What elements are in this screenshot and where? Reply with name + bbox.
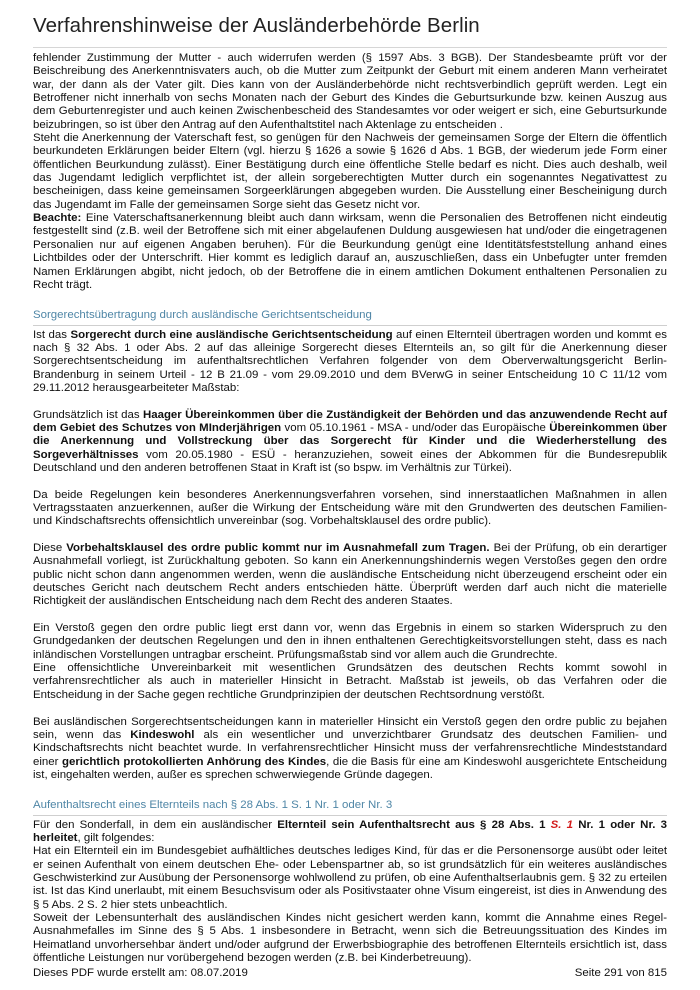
section1-paragraph-2: Grundsätzlich ist das Haager Übereinkommen über die Zuständigkeit der Behörden und das anzuwendende Recht auf dem Gebiet des Schutzes von MInderjährigen vom 05.10.1961 - MSA - und/oder das Europäische Übereinkommen über die Anerkennung und Vollstreckung über das Sorgerecht für Kinder und die Wiederherstellung des Sorgeverhältnisses vom 20.05.1980 - ESÜ - heranzuziehen, soweit eines der Abkommen für die Bundesrepublik Deutschland und den anderen betroffenen Staat in Kraft ist (so bspw. im Verhältnis zur Türkei). bbox=[33, 408, 667, 474]
highlighted-reference: S. 1 bbox=[550, 818, 573, 831]
note-label: Beachte: bbox=[33, 212, 82, 225]
section-heading-sorgerecht: Sorgerechtsübertragung durch ausländische Gerichtsentscheidung bbox=[33, 309, 372, 322]
section1-paragraph-4: Diese Vorbehaltsklausel des ordre public kommt nur im Ausnahmefall zum Tragen. Bei der Prüfung, ob ein derartiger Ausnahmefall vorliegt, ist Zurückhaltung geboten. So kann ein Anerkennungshindernis wegen Verstoßes gegen den ordre public nicht schon dann angenommen werden, wenn die ausländische Entscheidung nicht überzeugend erscheint oder ein deutsches Gericht nach deutschem Recht anders entschieden hätte. Überprüft werden darf auch nicht die materielle Richtigkeit der ausländischen Entscheidung nach dem Recht des anderen Staates. bbox=[33, 542, 667, 608]
title-divider bbox=[33, 47, 667, 48]
section1-paragraph-6: Eine offensichtliche Unvereinbarkeit mit wesentlichen Grundsätzen des deutschen Rechts kommt sowohl in verfahrensrechtlicher als auch in materieller Hinsicht in Betracht. Maßstab ist jeweils, ob das Verfahren oder die Entscheidung in der Sache gegen rechtliche Grundprinzipien der deutschen Rechtsordnung verstößt. bbox=[33, 662, 667, 701]
note-text: Eine Vaterschaftsanerkennung bleibt auch dann wirksam, wenn die Personalien des Betroffenen nicht eindeutig festgestellt sind (z.B. weil der Betroffene sich mit einer abgelaufenen Duldung ausgewiesen hat und/oder die eingetragenen Personalien nur auf eigenen Angaben beruhen). Für die Beurkundung genügt eine Identitätsfeststellung anhand eines Lichtbildes oder der Unterschrift. Hier kommt es lediglich darauf an, auszuschließen, dass ein Unbefugter unter fremden Namen Erklärungen abgibt, nicht jedoch, ob der Betroffene die in einem amtlichen Dokument enthaltenen Personalien zu Recht trägt. bbox=[33, 212, 667, 291]
section-divider bbox=[33, 815, 667, 816]
section1-paragraph-1: Ist das Sorgerecht durch eine ausländische Gerichtsentscheidung auf einen Elternteil übertragen worden und kommt es nach § 32 Abs. 1 oder Abs. 2 auf das alleinige Sorgerecht dieses Elternteils an, so gilt für die Anerkennung dieser Sorgerechtsentscheidung im aufenthaltsrechtlichen Verfahren folgender von dem Oberverwaltungsgericht Berlin-Brandenburg in seinem Urteil - 12 B 21.09 - vom 29.09.2010 und dem BVerwG in seiner Entscheidung 10 C 11/12 vom 29.11.2012 herausgearbeiteter Maßstab: bbox=[33, 328, 667, 394]
section2-paragraph-1: Für den Sonderfall, in dem ein ausländischer Elternteil sein Aufenthaltsrecht aus § 28 Abs. 1 S. 1 Nr. 1 oder Nr. 3 herleitet, gilt folgendes: bbox=[33, 818, 667, 844]
section1-paragraph-3: Da beide Regelungen kein besonderes Anerkennungsverfahren vorsehen, sind innerstaatlichen Maßnahmen in allen Vertragsstaaten anzuerkennen, außer die Wirkung der Entscheidung wäre mit den Grundwerten des deutschen Familien- und Kindschaftsrechts offensichtlich unvereinbar (sog. Vorbehaltsklausel des ordre public). bbox=[33, 488, 667, 528]
section-heading-aufenthaltsrecht: Aufenthaltsrecht eines Elternteils nach § 28 Abs. 1 S. 1 Nr. 1 oder Nr. 3 bbox=[33, 799, 393, 812]
page-footer bbox=[33, 966, 667, 980]
footer-created-date: Dieses PDF wurde erstellt am: 08.07.2019 bbox=[33, 967, 248, 979]
footer-page-number: Seite 291 von 815 bbox=[574, 967, 667, 979]
intro-paragraph-2: Steht die Anerkennung der Vaterschaft fest, so genügen für den Nachweis der gemeinsamen Sorge der Eltern die öffentlich beurkundeten Erklärungen beider Eltern (vgl. hierzu § 1626 a sowie § 1626 d Abs. 1 BGB, der wiederum jede Form einer öffentlichen Beurkundung zulässt). Einer Bestätigung durch eine öffentliche Stelle bedarf es nicht. Dies auch deshalb, weil das Jugendamt lediglich verpflichtet ist, der allein sorgeberechtigten Mutter durch ein sogenanntes Negativattest zu bescheinigen, dass keine gemeinsamen Sorgeerklärungen abgegeben wurden. Die Ausstellung einer Bescheinigung durch das Jugendamt im Falle der gemeinsamen Sorge sieht das Gesetz nicht vor. bbox=[33, 132, 667, 211]
intro-paragraph-3 bbox=[33, 212, 667, 292]
section1-paragraph-5: Ein Verstoß gegen den ordre public liegt erst dann vor, wenn das Ergebnis in einem so starken Widerspruch zu den Grundgedanken der deutschen Regelungen und den in ihnen enthaltenen Gerechtigkeitsvorstellungen steht, dass es nach inländischen Vorstellungen untragbar erscheint. Prüfungsmaßstab sind vor allem auch die Grundrechte. bbox=[33, 622, 667, 661]
page-title: Verfahrenshinweise der Ausländerbehörde Berlin bbox=[33, 14, 480, 37]
intro-paragraph-1: fehlender Zustimmung der Mutter - auch widerrufen werden (§ 1597 Abs. 3 BGB). Der Standesbeamte prüft vor der Beischreibung des Anerkenntnisvaters auch, ob die Mutter zum Zeitpunkt der Geburt mit einem anderen Mann verheiratet war, der dann als der Vater gilt. Dies kann von der Ausländerbehörde nicht rechtsverbindlich geprüft werden. Legt ein Betroffener nicht innerhalb von sechs Monaten nach der Geburt des Kindes die Geburtsurkunde bzw. keinen Auszug aus dem Geburtenregister und auch keinen Zwischenbescheid des Standesamtes vor oder weigert er sich, eine Geburtsurkunde beizubringen, so ist über den Antrag auf den Aufenthaltstitel nach Aktenlage zu entscheiden . bbox=[33, 52, 667, 131]
section1-paragraph-7: Bei ausländischen Sorgerechtsentscheidungen kann in materieller Hinsicht ein Verstoß gegen den ordre public zu bejahen sein, wenn das Kindeswohl als ein wesentlicher und unverzichtbarer Grundsatz des deutschen Familien- und Kindschaftsrechts nicht beachtet wurde. In verfahrensrechtlicher Hinsicht muss der verfahrensrechtliche Mindeststandard einer gerichtlich protokollierten Anhörung des Kindes, die die Basis für eine am Kindeswohl ausgerichtete Entscheidung ist, eingehalten werden, außer es sprechen schwerwiegende Gründe dagegen. bbox=[33, 715, 667, 781]
section2-paragraph-3: Soweit der Lebensunterhalt des ausländischen Kindes nicht gesichert werden kann, kommt die Annahme eines Regel-Ausnahmefalles im Sinne des § 5 Abs. 1 insbesondere in Betracht, wenn sich die Betreuungssituation des Kindes im Heimatland unvorhersehbar ändert und/oder aufgrund der Erwerbsbiographie des betroffenen Elternteils ersichtlich ist, dass öffentliche Leistungen nur vorübergehend bezogen werden (z.B. bei Kinderbetreuung). bbox=[33, 911, 667, 964]
section-divider bbox=[33, 325, 667, 326]
section2-paragraph-2: Hat ein Elternteil ein im Bundesgebiet aufhältliches deutsches lediges Kind, für das er die Personensorge ausübt oder leitet er seinen Aufenthalt von einem deutschen Ehe- oder Lebenspartner ab, so ist grundsätzlich für ein weiteres ausländisches Geschwisterkind zur Ausübung der Personensorge wohlwollend zu prüfen, ob eine Aufenthaltserlaubnis gem. § 32 zu erteilen ist. Ist das Kind unerlaubt, mit einem Besuchsvisum oder als Positivstaater ohne Visum eingereist, ist dies in Anwendung des § 5 Abs. 2 S. 2 hier stets unbeachtlich. bbox=[33, 845, 667, 911]
document-page bbox=[33, 0, 667, 965]
